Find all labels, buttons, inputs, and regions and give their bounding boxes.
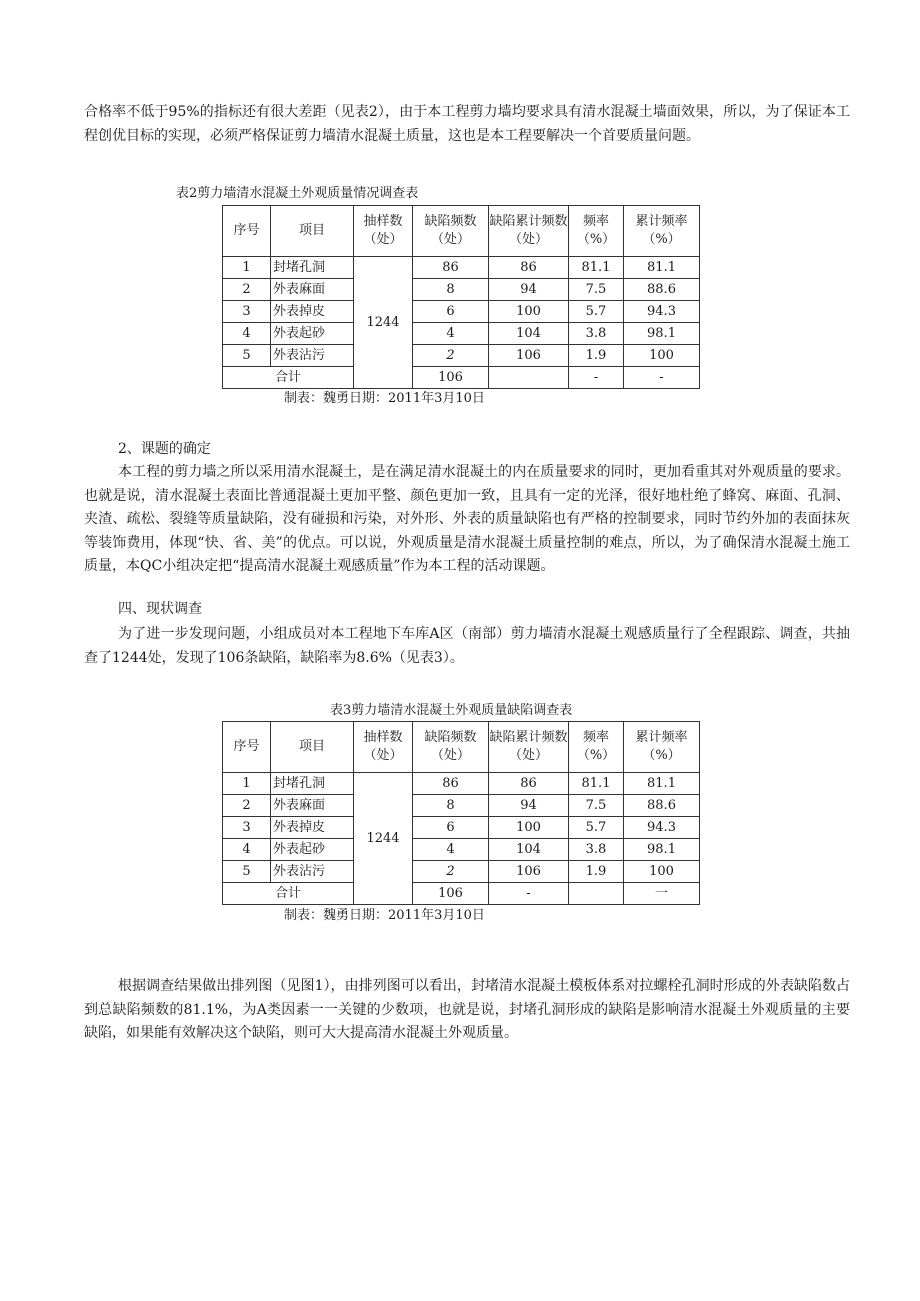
table3-header-cum-rate: 累计频率（%） [624, 722, 700, 773]
table2-note: 制表：魏勇日期：2011年3月10日 [284, 391, 485, 406]
row-freq: 8 [413, 795, 489, 817]
table-row [223, 817, 700, 839]
table2-header-no: 序号 [223, 206, 271, 257]
row-cum-rate: 100 [624, 861, 700, 883]
row-rate: 1.9 [569, 345, 624, 367]
table3-header-cum-freq: 缺陷累计频数（处） [489, 722, 569, 773]
table3-header-rate: 频率（%） [569, 722, 624, 773]
total-label: 合计 [223, 367, 354, 389]
total-rate: - [569, 367, 624, 389]
table-row [223, 861, 700, 883]
row-cum-rate: 100 [624, 345, 700, 367]
row-rate: 3.8 [569, 839, 624, 861]
row-cum-rate: 81.1 [624, 257, 700, 279]
row-no: 4 [223, 323, 271, 345]
table-row [223, 773, 700, 795]
row-item: 外表掉皮 [271, 301, 354, 323]
row-item: 外表沾污 [271, 861, 354, 883]
total-cum-rate: 一 [624, 883, 700, 905]
row-no: 1 [223, 773, 271, 795]
table3-header-no: 序号 [223, 722, 271, 773]
row-freq: 2 [413, 861, 489, 883]
row-rate: 1.9 [569, 861, 624, 883]
row-cum-freq: 86 [489, 773, 569, 795]
row-rate: 5.7 [569, 817, 624, 839]
section2-heading: 2、课题的确定 [118, 441, 211, 457]
row-item: 外表沾污 [271, 345, 354, 367]
sample-count: 1244 [354, 257, 413, 389]
row-rate: 3.8 [569, 323, 624, 345]
row-cum-freq: 94 [489, 279, 569, 301]
total-cum-freq [489, 367, 569, 389]
row-item: 外表麻面 [271, 795, 354, 817]
row-no: 2 [223, 279, 271, 301]
row-freq: 6 [413, 301, 489, 323]
row-item: 外表起砂 [271, 839, 354, 861]
table3-note: 制表：魏勇日期：2011年3月10日 [284, 908, 485, 923]
row-rate: 7.5 [569, 279, 624, 301]
row-no: 5 [223, 861, 271, 883]
row-cum-freq: 100 [489, 301, 569, 323]
row-rate: 81.1 [569, 257, 624, 279]
row-item: 封堵孔洞 [271, 773, 354, 795]
total-rate [569, 883, 624, 905]
row-item: 封堵孔洞 [271, 257, 354, 279]
row-cum-rate: 88.6 [624, 279, 700, 301]
intro-paragraph: 合格率不低于95%的指标还有很大差距（见表2），由于本工程剪力墙均要求具有清水混凝土墙面效果，所以，为了保证本工程创优目标的实现，必须严格保证剪力墙清水混凝土质量，这也是本工程要解决一个首要质量问题。 [84, 104, 850, 144]
total-cum-rate: - [624, 367, 700, 389]
total-label: 合计 [223, 883, 354, 905]
table-row [223, 839, 700, 861]
total-freq: 106 [413, 883, 489, 905]
row-no: 2 [223, 795, 271, 817]
row-cum-rate: 98.1 [624, 839, 700, 861]
row-cum-rate: 81.1 [624, 773, 700, 795]
table-row [223, 795, 700, 817]
table2-header-sample: 抽样数（处） [354, 206, 413, 257]
row-freq: 4 [413, 839, 489, 861]
row-freq: 6 [413, 817, 489, 839]
row-cum-rate: 94.3 [624, 301, 700, 323]
section4-heading: 四、现状调查 [118, 601, 202, 617]
row-rate: 81.1 [569, 773, 624, 795]
table2-header-item: 项目 [271, 206, 354, 257]
sample-count: 1244 [354, 773, 413, 905]
table2-header-freq: 缺陷频数（处） [413, 206, 489, 257]
row-freq: 86 [413, 257, 489, 279]
row-cum-rate: 88.6 [624, 795, 700, 817]
table3 [222, 721, 700, 905]
table-row [223, 345, 700, 367]
table-row [223, 257, 700, 279]
row-freq: 4 [413, 323, 489, 345]
section2-paragraph: 本工程的剪力墙之所以采用清水混凝土，是在满足清水混凝土的内在质量要求的同时，更加看重其对外观质量的要求。也就是说，清水混凝土表面比普通混凝土更加平整、颜色更加一致，且具有一定的光泽，很好地杜绝了蜂窝、麻面、孔洞、夹渣、疏松、裂缝等质量缺陷，没有碰损和污染，对外形、外表的质量缺陷也有严格的控制要求，同时节约外加的表面抹灰等装饰费用，体现“快、省、美”的优点。可以说，外观质量是清水混凝土质量控制的难点，所以，为了确保清水混凝土施工质量，本QC小组决定把“提高清水混凝土观感质量”作为本工程的活动课题。 [84, 464, 850, 574]
row-item: 外表麻面 [271, 279, 354, 301]
row-item: 外表掉皮 [271, 817, 354, 839]
row-cum-freq: 106 [489, 345, 569, 367]
row-no: 4 [223, 839, 271, 861]
row-cum-rate: 94.3 [624, 817, 700, 839]
row-cum-freq: 100 [489, 817, 569, 839]
row-freq: 86 [413, 773, 489, 795]
table2-header-cum-freq: 缺陷累计频数（处） [489, 206, 569, 257]
row-cum-freq: 94 [489, 795, 569, 817]
table-row [223, 323, 700, 345]
row-cum-freq: 104 [489, 323, 569, 345]
table-total-row [223, 367, 700, 389]
row-cum-freq: 86 [489, 257, 569, 279]
row-rate: 7.5 [569, 795, 624, 817]
table-row [223, 301, 700, 323]
row-no: 3 [223, 301, 271, 323]
table2-header-row [223, 206, 700, 257]
table-row [223, 279, 700, 301]
table3-header-row [223, 722, 700, 773]
table3-header-freq: 缺陷频数（处） [413, 722, 489, 773]
row-cum-rate: 98.1 [624, 323, 700, 345]
row-freq: 2 [413, 345, 489, 367]
table-total-row [223, 883, 700, 905]
row-no: 5 [223, 345, 271, 367]
row-item: 外表起砂 [271, 323, 354, 345]
table3-caption: 表3剪力墙清水混凝土外观质量缺陷调查表 [330, 703, 573, 718]
total-cum-freq: - [489, 883, 569, 905]
table2-header-rate: 频率（%） [569, 206, 624, 257]
row-cum-freq: 104 [489, 839, 569, 861]
row-freq: 8 [413, 279, 489, 301]
row-cum-freq: 106 [489, 861, 569, 883]
section4-paragraph: 为了进一步发现问题，小组成员对本工程地下车库A区（南部）剪力墙清水混凝土观感质量行了全程跟踪、调查，共抽查了1244处，发现了106条缺陷，缺陷率为8.6%（见表3）。 [84, 626, 850, 666]
closing-paragraph: 根据调查结果做出排列图（见图1），由排列图可以看出，封堵清水混凝土模板体系对拉螺栓孔洞时形成的外表缺陷数占到总缺陷频数的81.1%，为A类因素一一关键的少数项，也就是说，封堵孔洞形成的缺陷是影响清水混凝土外观质量的主要缺陷，如果能有效解决这个缺陷，则可大大提高清水混凝土外观质量。 [84, 978, 850, 1041]
table2-caption: 表2剪力墙清水混凝土外观质量情况调查表 [176, 186, 419, 201]
table3-header-item: 项目 [271, 722, 354, 773]
row-no: 3 [223, 817, 271, 839]
row-no: 1 [223, 257, 271, 279]
table2-header-cum-rate: 累计频率（%） [624, 206, 700, 257]
total-freq: 106 [413, 367, 489, 389]
row-rate: 5.7 [569, 301, 624, 323]
table3-header-sample: 抽样数（处） [354, 722, 413, 773]
table2 [222, 205, 700, 389]
